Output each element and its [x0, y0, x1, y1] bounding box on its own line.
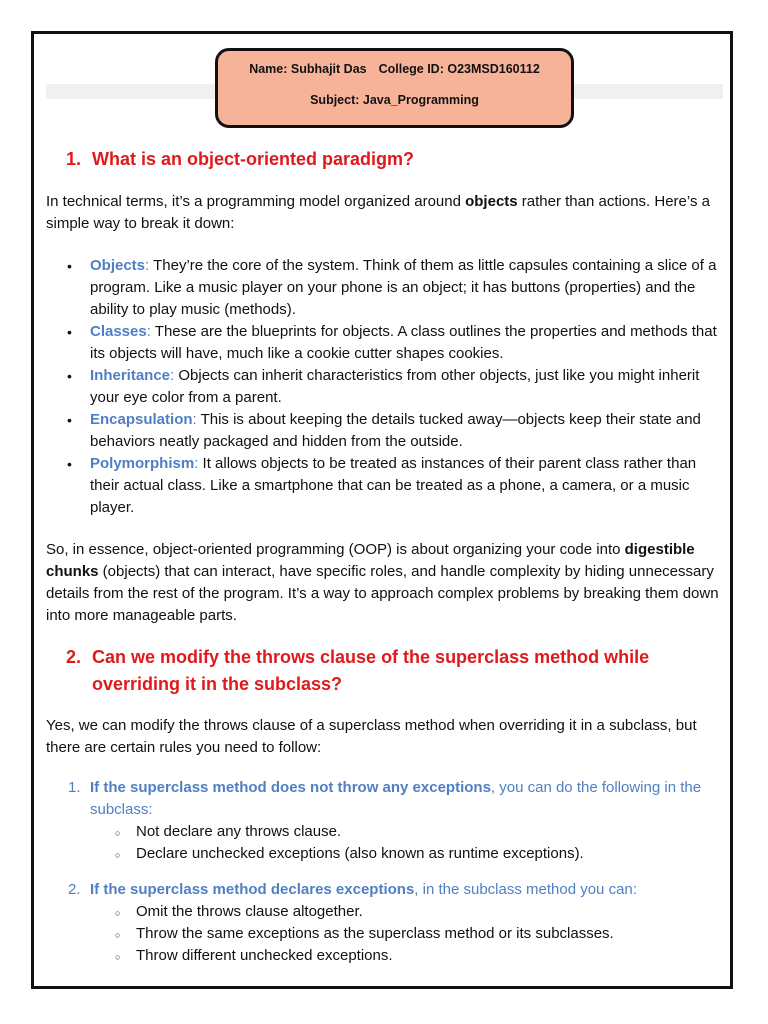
term-description: Objects can inherit characteristics from other objects, just like you might inherit your eye color from a parent.	[90, 367, 700, 406]
document-body	[46, 146, 726, 967]
q2-intro-paragraph: Yes, we can modify the throws clause of a superclass method when overriding it in a subclass, but there are certain rules you need to follow:	[46, 717, 697, 756]
student-name: Name: Subhajit Das	[249, 62, 367, 76]
term-separator: :	[145, 257, 150, 274]
q1-intro-paragraph	[46, 191, 726, 235]
term-description: This is about keeping the details tucked away—objects keep their state and behaviors neatly packaged and hidden from the outside.	[90, 411, 701, 450]
question-2-heading	[46, 644, 726, 698]
term-classes: Classes	[90, 323, 147, 340]
rule-2-heading: If the superclass method declares exceptions	[90, 881, 415, 898]
term-separator: :	[192, 411, 197, 428]
q1-intro-text-a: In technical terms, it’s a programming model organized around	[46, 193, 466, 210]
list-item-polymorphism	[90, 453, 726, 519]
sub-list-item: ○ Throw different unchecked exceptions.	[136, 945, 726, 967]
term-polymorphism: Polymorphism	[90, 455, 195, 472]
term-objects: Objects	[90, 257, 146, 274]
term-description: It allows objects to be treated as instances of their parent class rather than their actual class. Like a smartphone that can be treated as a phone, a camera, or a music player.	[90, 455, 697, 516]
rule-1-heading: If the superclass method does not throw any exceptions	[90, 779, 491, 796]
term-separator: :	[194, 455, 199, 472]
list-item-classes	[90, 321, 726, 365]
student-info-line	[218, 62, 571, 76]
question-1-heading	[46, 146, 726, 173]
list-item-objects	[90, 255, 726, 321]
term-description: These are the blueprints for objects. A class outlines the properties and methods that its objects will have, much like a cookie cutter shapes cookies.	[90, 323, 717, 362]
question-2-title: Can we modify the throws clause of the superclass method while overriding it in the subclass?	[92, 647, 650, 694]
term-separator: :	[170, 367, 175, 384]
rule-1-heading-rest: , you can do the following in the subclass:	[90, 779, 702, 818]
rule-2	[68, 879, 726, 967]
q1-intro-bold: objects	[465, 193, 518, 210]
sub-list-item: ○ Throw the same exceptions as the superclass method or its subclasses.	[136, 923, 726, 945]
rule-1	[68, 777, 726, 865]
question-2-number: 2.	[66, 647, 82, 667]
q1-summary-text-b: (objects) that can interact, have specific roles, and handle complexity by hiding unnecessary details from the rest of the program. It’s a way to approach complex problems by breaking them down into more manageable parts.	[46, 563, 719, 624]
subject-line: Subject: Java_Programming	[310, 93, 479, 107]
rule-1-number: 1.	[68, 779, 81, 796]
list-item-encapsulation	[90, 409, 726, 453]
q1-summary-text-a: So, in essence, object-oriented programming (OOP) is about organizing your code into	[46, 541, 625, 558]
college-id: College ID: O23MSD160112	[378, 62, 540, 76]
list-item-inheritance	[90, 365, 726, 409]
q1-summary-bold: digestible chunks	[46, 541, 695, 580]
rule-1-options	[90, 821, 726, 865]
rule-2-options	[90, 901, 726, 967]
q1-intro-text-b: rather than actions. Here’s a simple way to break it down:	[46, 193, 710, 232]
rule-2-heading-rest: , in the subclass method you can:	[414, 881, 637, 898]
rule-2-number: 2.	[68, 881, 81, 898]
sub-list-item: ○ Not declare any throws clause.	[136, 821, 726, 843]
term-description: They’re the core of the system. Think of them as little capsules containing a slice of a program. Like a music player on your phone is an object; it has buttons (properties) and the ability to play music (methods).	[90, 257, 717, 318]
question-1-title: What is an object-oriented paradigm?	[92, 149, 415, 169]
term-inheritance: Inheritance	[90, 367, 171, 384]
question-1-number: 1.	[66, 149, 82, 169]
sub-list-item: ○ Omit the throws clause altogether.	[136, 901, 726, 923]
q1-summary-paragraph	[46, 539, 726, 627]
term-encapsulation: Encapsulation	[90, 411, 193, 428]
term-separator: :	[146, 323, 151, 340]
student-info-box	[215, 48, 574, 128]
override-rules-list	[46, 777, 726, 967]
oop-concepts-list	[46, 255, 726, 519]
sub-list-item: ○ Declare unchecked exceptions (also known as runtime exceptions).	[136, 843, 726, 865]
